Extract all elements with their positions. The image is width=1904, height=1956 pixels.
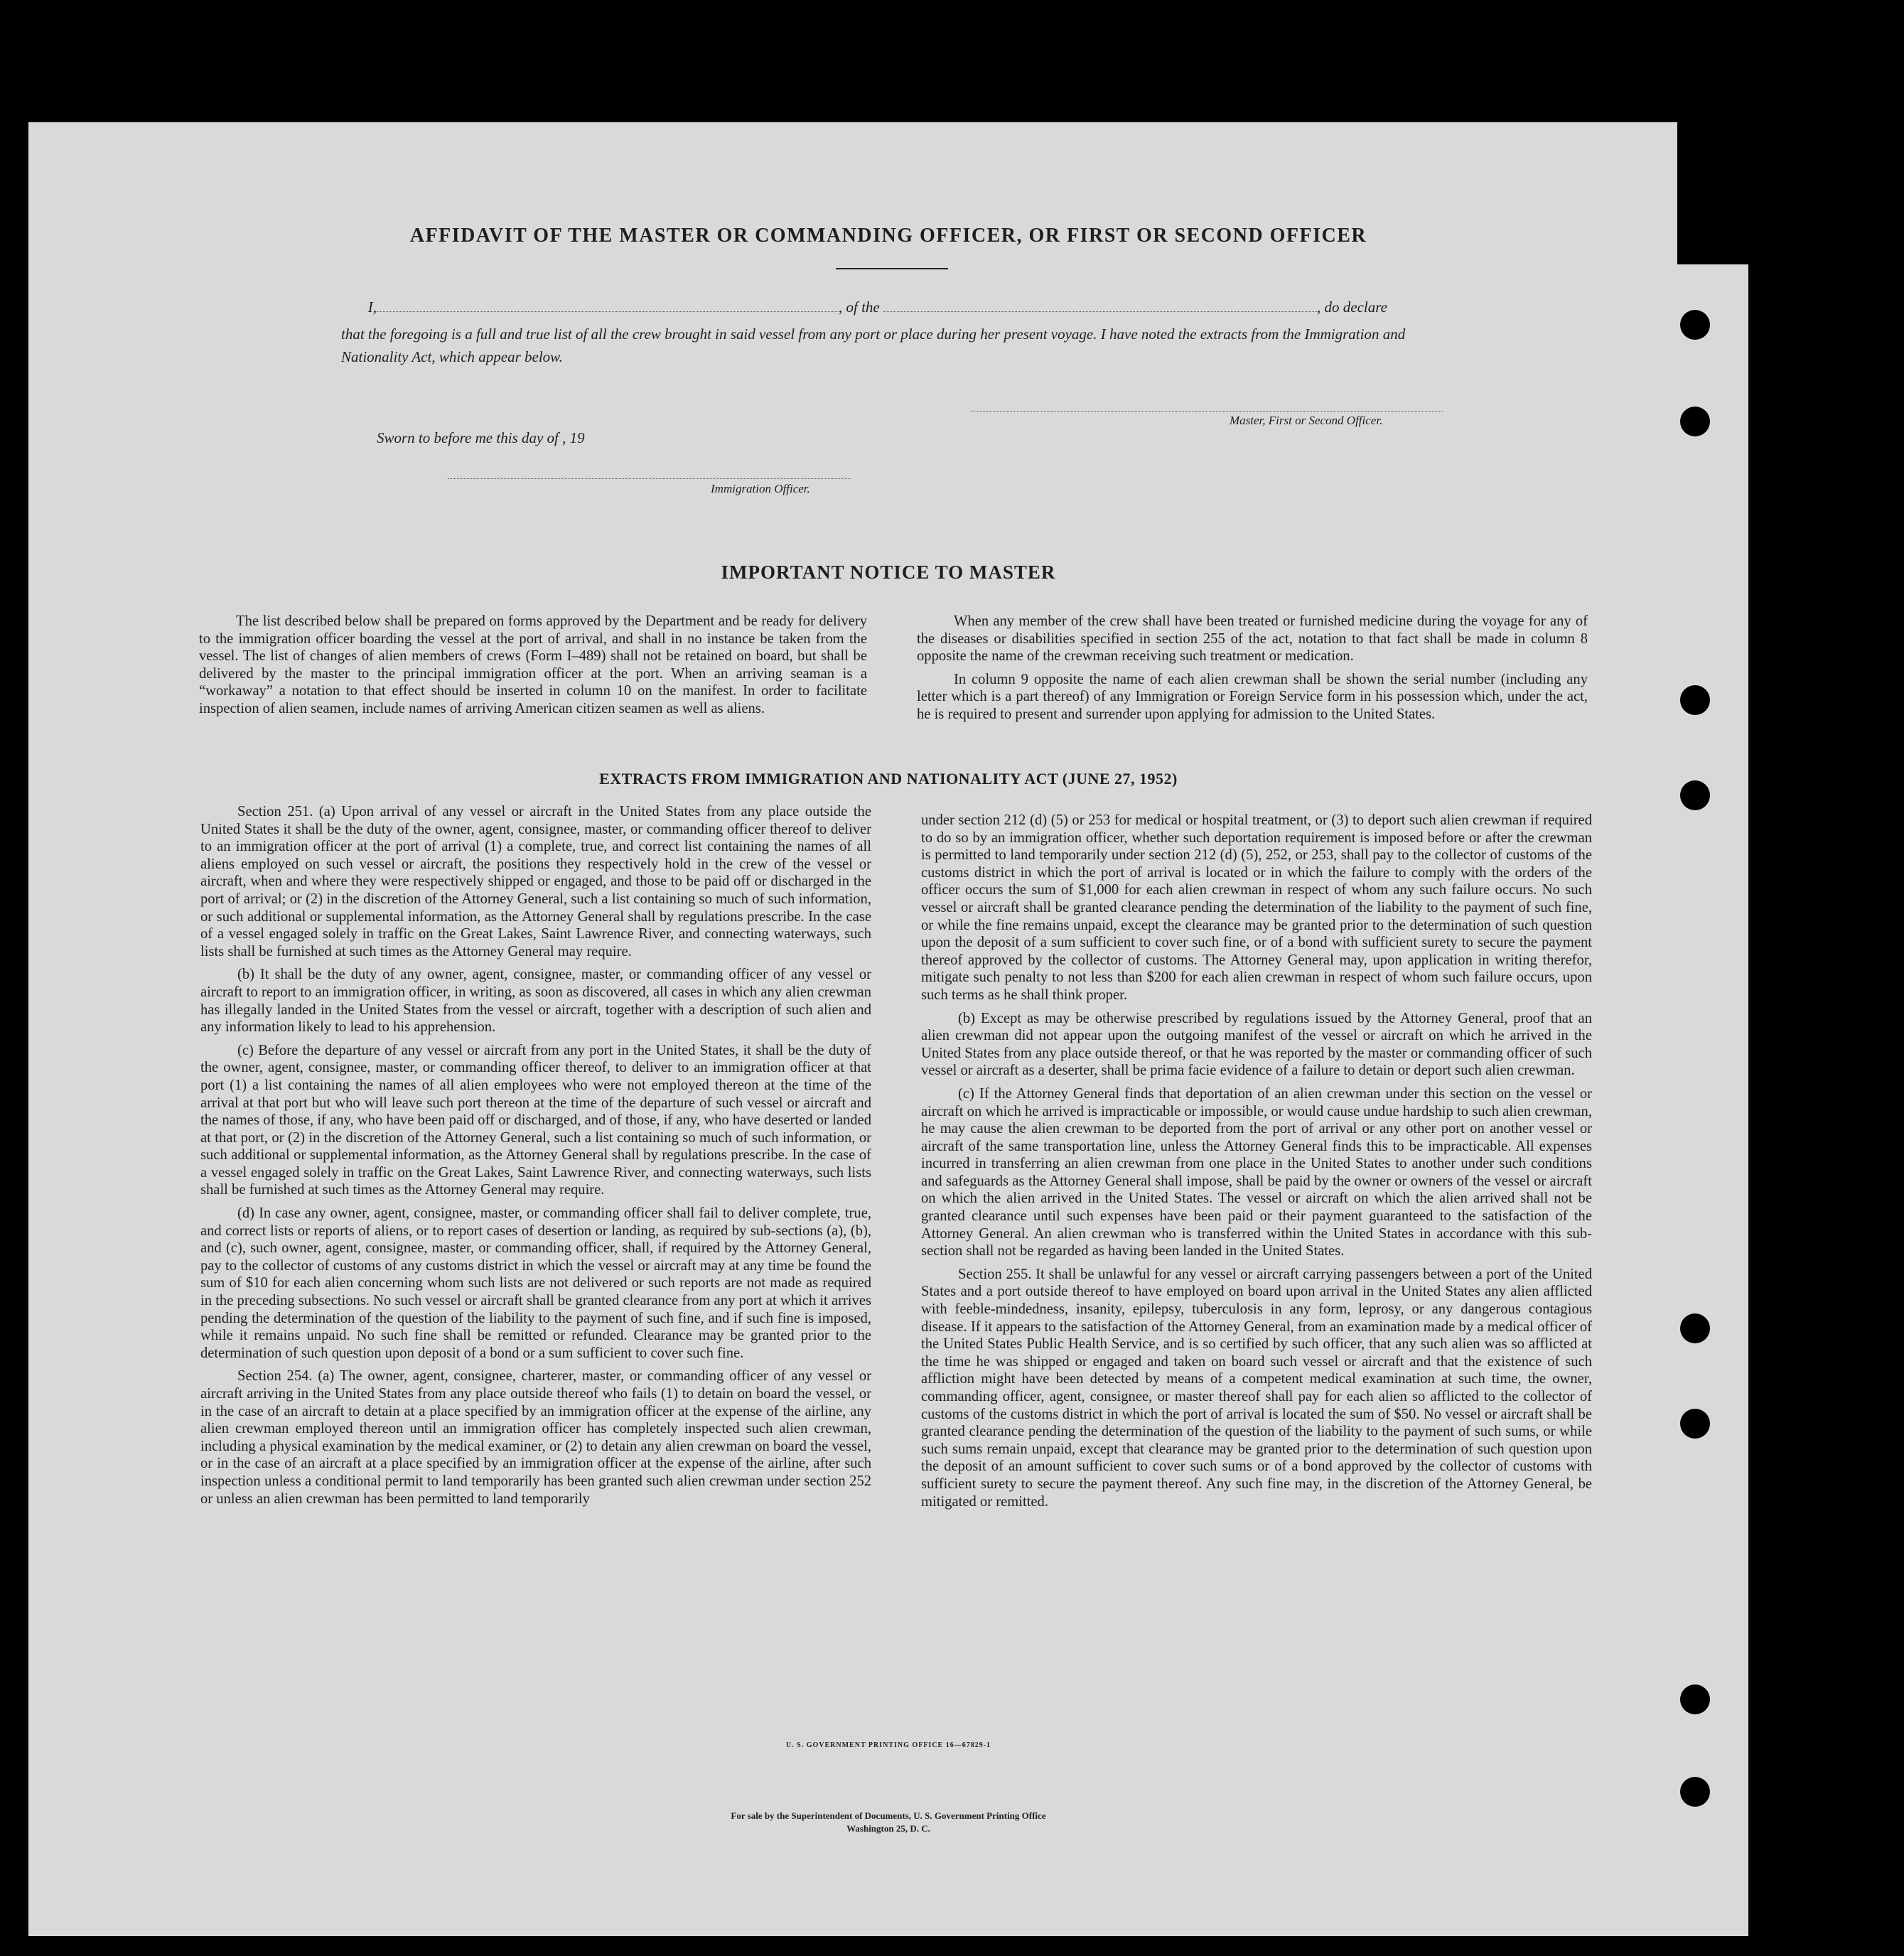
- name-field[interactable]: [377, 300, 839, 312]
- section-paragraph: under section 212 (d) (5) or 253 for medical or hospital treatment, or (3) to deport such alien crewman if required to do so by an immigration officer, whether such deportation requirement is imposed before or after the crewman is permitted to land temporarily under section 212 (d) (5), 252, or 253, shall pay to the collector of customs of the customs district in which the port of arrival is located or in which the failure to comply with the orders of the officer occurs the sum of $1,000 for each alien crewman in respect of whom any such failure occurs. No such vessel or aircraft shall be granted clearance pending the determination of the liability to the payment of such fine, or while the fine remains unpaid, except the clearance may be granted prior to the determination of such question upon the deposit of a sum sufficient to cover such fine, or of a bond with sufficient surety to secure the payment thereof approved by the collector of customs. The Attorney General may, upon application in writing therefor, mitigate such penalty to not less than $200 for each alien crewman in respect of whom such failure occurs, upon such terms as he shall think proper.: [921, 812, 1592, 1003]
- sale-line-1: For sale by the Superintendent of Documents, U. S. Government Printing Office: [731, 1810, 1046, 1821]
- punch-hole-icon: [1680, 1313, 1710, 1343]
- i-label: I,: [367, 299, 377, 316]
- section-paragraph: (b) Except as may be otherwise prescribed by regulations issued by the Attorney General, proof that an alien crewman did not appear upon the outgoing manifest of the vessel or aircraft on which he arrived in the United States from any place outside thereof, or that he was reported by the master or commanding officer of such vessel or aircraft as a deserter, shall be prima facie evidence of a failure to detain or deport such alien crewman.: [921, 1010, 1592, 1079]
- gpo-imprint: U. S. GOVERNMENT PRINTING OFFICE 16—67829-1: [785, 1741, 991, 1749]
- do-declare-label: , do declare: [1317, 299, 1387, 316]
- sale-line-2: Washington 25, D. C.: [846, 1823, 930, 1834]
- extracts-right-column: [921, 812, 1592, 1516]
- punch-hole-icon: [1680, 1409, 1710, 1439]
- notice-title: IMPORTANT NOTICE TO MASTER: [721, 561, 1056, 583]
- section-paragraph: (c) If the Attorney General finds that deportation of an alien crewman under this section on the vessel or aircraft on which he arrived is impracticable or impossible, or would cause undue hardship to such alien crewman, he may cause the alien crewman to be deported from the port of arrival or any other port on another vessel or aircraft of the same transportation line, unless the Attorney General finds this to be impracticable. All expenses incurred in transferring an alien crewman from one place in the United States to another under such conditions and safeguards as the Attorney General shall impose, shall be paid by the owner or owners of the vessel or aircraft on which the alien arrived in the United States. The vessel or aircraft on which the alien arrived shall not be granted clearance until such expenses have been paid or their payment guaranteed to the satisfaction of the Attorney General. An alien crewman who is transferred within the United States in accordance with this sub-section shall not be regarded as having been landed in the United States.: [921, 1085, 1592, 1259]
- punch-hole-icon: [1680, 1777, 1710, 1807]
- punch-hole-icon: [1680, 310, 1710, 340]
- section-paragraph: (d) In case any owner, agent, consignee, master, or commanding officer shall fail to deliver complete, true, and correct lists or reports of aliens, or to report cases of desertion or landing, as required by sub-sections (a), (b), and (c), such owner, agent, consignee, master, or commanding officer, shall, if required by the Attorney General, pay to the collector of customs of any customs district in which the vessel or aircraft may at any time be found the sum of $10 for each alien concerning whom such lists are not delivered or such reports are not made as required in the preceding subsections. No such vessel or aircraft shall be granted clearance from any port at which it arrives pending the determination of the question of the liability to the payment of such fine, and if such fine is imposed, while it remains unpaid. No such fine shall be remitted or refunded. Clearance may be granted prior to the determination of such question upon deposit of a bond or a sum sufficient to cover such fine.: [200, 1205, 871, 1361]
- section-paragraph: Section 254. (a) The owner, agent, consignee, charterer, master, or commanding officer of any vessel or aircraft arriving in the United States from any place outside thereof who fails (1) to detain on board the vessel, or in the case of an aircraft to detain at a place specified by an immigration officer at the expense of the airline, any alien crewman employed thereon until an immigration officer has completely inspected such alien crewman, including a physical examination by the medical examiner, or (2) to detain any alien crewman on board the vessel, or in the case of an aircraft at a place specified by an immigration officer at the expense of the airline, after such inspection unless a conditional permit to land temporarily has been granted such alien crewman under section 252 or unless an alien crewman has been permitted to land temporarily: [200, 1368, 871, 1507]
- day-of-label: day of: [521, 429, 559, 446]
- notice-paragraph: In column 9 opposite the name of each alien crewman shall be shown the serial number (including any letter which is a part thereof) of any Immigration or Foreign Service form in his possession which, under the act, he is required to present and surrender upon applying for admission to the United States.: [917, 671, 1588, 722]
- year-label: , 19: [562, 429, 585, 446]
- immigration-officer-label: Immigration Officer.: [711, 482, 810, 495]
- extracts-title: EXTRACTS FROM IMMIGRATION AND NATIONALITY ACT (JUNE 27, 1952): [599, 770, 1178, 788]
- sale-notice: [28, 1810, 1748, 1835]
- section-paragraph: Section 255. It shall be unlawful for any vessel or aircraft carrying passengers between a port of the United States and a port outside thereof to have employed on board upon arrival in the United States any alien afflicted with feeble-mindedness, insanity, epilepsy, tuberculosis in any form, leprosy, or any dangerous contagious disease. If it appears to the satisfaction of the Attorney General, from an examination made by a medical officer of the United States Public Health Service, and is so certified by such officer, that any such alien was so afflicted at the time he was shipped or engaged and taken on board such vessel or aircraft and that the existence of such affliction might have been detected by means of a competent medical examination at such time, the owner, commanding officer, agent, consignee, or master thereof shall pay for each alien so afflicted to the collector of customs of the customs district in which the port of arrival is located the sum of $50. No vessel or aircraft shall be granted clearance pending the determination of the question of the liability to the payment of such sums, or while such sums remain unpaid, except that clearance may be granted prior to the determination of such question upon the deposit of an amount sufficient to cover such sums or of a bond approved by the collector of customs with sufficient surety to secure the payment thereof. Any such fine may, in the discretion of the Attorney General, be mitigated or remitted.: [921, 1266, 1592, 1510]
- immigration-officer-signature-line[interactable]: [448, 478, 850, 479]
- vessel-field[interactable]: [883, 300, 1317, 312]
- notice-paragraph: When any member of the crew shall have been treated or furnished medicine during the voyage for any of the diseases or disabilities specified in section 255 of the act, notation to that fact shall be made in column 8 opposite the name of the crewman receiving such treatment or medication.: [917, 613, 1588, 665]
- extracts-left-column: [200, 803, 871, 1513]
- sworn-label: Sworn to before me this: [377, 429, 518, 446]
- master-signature-line[interactable]: [971, 411, 1443, 412]
- notice-paragraph: The list described below shall be prepared on forms approved by the Department and be ready for delivery to the immigration officer boarding the vessel at the port of arrival, and shall in no instance be taken from the vessel. The list of changes of alien members of crews (Form I–489) shall not be retained on board, but shall be delivered by the master to the principal immigration officer at the port. When an arriving seaman is a “workaway” a notation to that effect should be inserted in column 10 on the manifest. In order to facilitate inspection of alien seamen, include names of arriving American citizen seamen as well as aliens.: [199, 613, 867, 716]
- punch-hole-icon: [1680, 407, 1710, 436]
- of-the-label: , of the: [839, 299, 880, 316]
- section-paragraph: (c) Before the departure of any vessel or aircraft from any port in the United States, it shall be the duty of the owner, agent, consignee, master, or commanding officer thereof, to deliver to an immigration officer at that port (1) a list containing the names of all alien employees who were not employed thereon at the time of the arrival at that port but who will leave such port thereon at the time of the departure of such vessel or aircraft and the names of those, if any, who have been paid off or discharged, and of those, if any, who have deserted or landed at that port, or (2) in the discretion of the Attorney General, such a list containing so much of such information, or such additional or supplemental information, as the Attorney General shall by regulations prescribe. In the case of a vessel engaged solely in traffic on the Great Lakes, Saint Lawrence River, and connecting waterways, such lists shall be furnished at such times as the Attorney General may require.: [200, 1042, 871, 1198]
- section-paragraph: Section 251. (a) Upon arrival of any vessel or aircraft in the United States from any place outside the United States it shall be the duty of the owner, agent, consignee, master, or commanding officer thereof to deliver to an immigration officer at the port of arrival (1) a complete, true, and correct list containing the names of all aliens employed on such vessel or aircraft, the positions they respectively hold in the crew of the vessel or aircraft, when and where they were respectively shipped or engaged, and those to be paid off or discharged in the port of arrival; or (2) in the discretion of the Attorney General, such a list containing so much of such information, or such additional or supplemental information, as the Attorney General shall by regulations prescribe. In the case of a vessel engaged solely in traffic on the Great Lakes, Saint Lawrence River, and connecting waterways, such lists shall be furnished at such times as the Attorney General may require.: [200, 804, 871, 960]
- punch-hole-icon: [1680, 1684, 1710, 1714]
- notice-right-column: [917, 613, 1588, 729]
- declaration-first-line: [341, 296, 1450, 318]
- affidavit-title: AFFIDAVIT OF THE MASTER OR COMMANDING OFFICER, OR FIRST OR SECOND OFFICER: [409, 225, 1367, 247]
- sworn-line: [377, 429, 1230, 447]
- affidavit-declaration: [341, 296, 1450, 368]
- declaration-text: that the foregoing is a full and true list of all the crew brought in said vessel from any port or place during her present voyage. I have noted the extracts from the Immigration and Nationality Act, which appear below.: [341, 326, 1406, 365]
- section-paragraph: (b) It shall be the duty of any owner, agent, consignee, master, or commanding officer of any vessel or aircraft to report to an immigration officer, in writing, as soon as discovered, all cases in which any alien crewman has illegally landed in the United States from the vessel or aircraft, together with a description of such alien and any information likely to lead to his apprehension.: [200, 967, 871, 1036]
- punch-hole-icon: [1680, 685, 1710, 715]
- title-underline: [836, 268, 948, 269]
- master-signature-label: Master, First or Second Officer.: [1230, 414, 1383, 427]
- notice-left-column: [199, 613, 867, 724]
